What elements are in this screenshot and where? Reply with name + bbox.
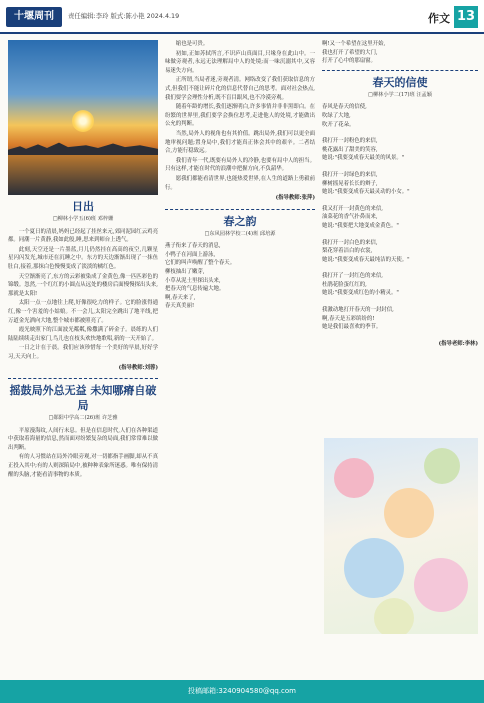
- poem-line: 她说:"我要变成春天最纯洁的天使。": [322, 256, 410, 263]
- poem-body: [322, 103, 478, 331]
- poem-line: 她是我们最喜欢的季节。: [322, 324, 382, 331]
- paragraph: 当然,局外人的视角也有其价值。跳出局外,我们可以更全面地审视问题;置身局中,我们才能真正体会其中的艰辛。二者结合,方能行稳致远。: [165, 130, 315, 155]
- poem-line: 吹开了花朵。: [322, 121, 355, 128]
- poem-line: 春天真美丽!: [165, 303, 195, 310]
- paragraph: 缩也是可贵。: [175, 41, 209, 47]
- editor-meta: 责任编辑:李玲 版式:陈小艳 2024.4.19: [68, 12, 180, 20]
- poem-line: 我打开一封绿色的来信,: [322, 171, 378, 178]
- poem-line: 杜鹃花脸蛋红红的,: [322, 281, 367, 288]
- paragraph: 天空渐渐亮了,东方的云彩被染成了金黄色,像一匹匹彩色的锦缎。忽然,一个红红的小圆点从远处的楼房后面慢慢探出头来,那就是太阳!: [8, 273, 158, 297]
- poem-stanza: [322, 205, 478, 231]
- poem-line: 我打开一封粉色的来信,: [322, 138, 378, 145]
- flower-shape: [384, 488, 434, 538]
- column-middle: [165, 40, 315, 311]
- poem-line: 燕子衔来了春天的消息,: [165, 243, 221, 250]
- poem-line: 梨花穿着洁白的衣裳,: [322, 248, 373, 255]
- poem-line: 小草从泥土里探出头来,: [165, 277, 221, 284]
- poem-line: 小鸭子在河面上游泳,: [165, 251, 216, 258]
- paragraph: 一日之计在于晨。我们应该珍惜每一个美好的早晨,好好学习,天天向上。: [8, 345, 158, 360]
- poem-stanza: [322, 103, 478, 129]
- poem-line: 我激动地打开春天的一封封信,: [322, 307, 394, 314]
- divider: [8, 378, 158, 379]
- poem-stanza: [322, 137, 478, 163]
- sunrise-photo: [8, 40, 158, 195]
- section-label: 作文: [428, 12, 450, 25]
- teacher-note: (指导教师:张萍): [275, 195, 315, 202]
- footer-bar: 投稿邮箱:3240904580@qq.com: [0, 680, 484, 703]
- poem-line: 把春天的气息传遍大地。: [165, 286, 225, 293]
- poem-line: 油菜花的香气扑鼻而来,: [322, 214, 378, 221]
- poem-line: 我又打开一封黄色的来信,: [322, 205, 384, 212]
- poem-line: 吹绿了大地,: [322, 112, 351, 119]
- article-title-essay: 摇鼓局外总无益 未知哪瘠自破局: [9, 384, 157, 413]
- poem-line: 啊,春天是五彩缤纷的!: [322, 315, 375, 322]
- newspaper-logo: 十堰周刊: [6, 7, 62, 27]
- article-title-sunrise: 日出: [72, 200, 94, 213]
- spring-flowers-illustration: [324, 438, 478, 634]
- column-left: [8, 40, 158, 480]
- flower-shape: [344, 538, 404, 598]
- article-author-sunrise: □柳林小学五(6)班 邓梓姗: [52, 216, 114, 222]
- poem-line: 啊,春天来了,: [165, 294, 196, 301]
- poem-line: 桃花露出了甜美的笑容,: [322, 146, 378, 153]
- poem-stanza: [322, 272, 478, 298]
- paragraph: 太阳一点一点地往上爬,好像很吃力的样子。它的脸涨得通红,像一个害羞的小姑娘。不一会儿,太阳完全跳出了地平线,把万道金光洒向大地,整个城市都被照亮了。: [8, 300, 158, 324]
- poem-line: 她说:"我要把大地变成金黄色。": [322, 222, 399, 229]
- poem-line: 她说:"我要变成红色的小精灵。": [322, 290, 399, 297]
- column-right: [322, 40, 478, 354]
- flower-shape: [374, 598, 414, 634]
- poem-continued: [322, 40, 478, 66]
- paragraph: 愿我们都能看清世界,也能热爱世界,在人生的道路上勇毅前行。: [165, 175, 315, 191]
- poem-stanza: [322, 239, 478, 265]
- paragraph: 正所谓,当局者迷,旁观者清。网络改变了我们获取信息的方式,但我们不能让碎片化的信息代替自己的思考。面对社会热点,我们要学会理性分析,既不盲目跟风,也不冷漠旁观。: [165, 77, 315, 101]
- flower-shape: [424, 448, 460, 484]
- teacher-note: (指导老师:李林): [438, 340, 478, 347]
- paragraph: 一个夏日的清晨,妈妈已经起了挂丝来元,郊同泥园红云鸡亮都。同潮一片黄静,我如此般,睡,思来到师台上透气。: [8, 228, 158, 244]
- flower-shape: [334, 458, 374, 498]
- poem-author-messenger: □柳林小学二(17)班 汪孟颖: [368, 91, 432, 98]
- paragraph: 有的人习惯站在局外冷眼旁观,对一切都指手画脚,却从不真正投入其中;有的人则深陷局中,被种种表象所迷惑。唯有保持清醒的头脑,才能看清事物的本质。: [8, 454, 158, 478]
- poem-title-messenger: 春天的信使: [372, 75, 428, 89]
- poem-line: 柳树摇晃着长长的辫子,: [322, 180, 378, 187]
- river-water: [8, 155, 158, 195]
- poem-line: 柳枝抽出了嫩芽,: [165, 269, 205, 276]
- poem-line: 它们的叫声唤醒了整个春天。: [165, 260, 236, 267]
- flower-shape: [414, 558, 468, 612]
- sun-shape: [72, 110, 94, 132]
- poem-author-spring: □东风园林学校二(4)班 邱培源: [204, 230, 276, 237]
- poem-line: 我也打开了希望的大门,: [322, 49, 378, 56]
- article-author-essay: □郧阳中学高二(26)班 许芝雅: [48, 415, 118, 422]
- poem-line: 啊!又一个希望在这里开始,: [322, 41, 386, 47]
- teacher-note: (指导教师:刘蓉): [118, 364, 158, 371]
- paragraph: 平原漫海纹,人间行未息。但是在信息时代,人们在各种渠道中获取着海量的信息,然而面对纷繁复杂的局面,我们常常难以做出判断。: [8, 427, 158, 451]
- poem-line: 她说:"我要变成春天最美的风景。": [322, 155, 405, 162]
- poem-line: 春风是春天的信使,: [322, 104, 367, 111]
- paragraph: 随着年龄的增长,我们逐渐明白,许多事情并非非黑即白。在纷繁的世界里,我们要学会换位思考,走进他人的处境,才能做出公允的判断。: [165, 104, 315, 128]
- poem-line: 我打开了一封红色的来信,: [322, 273, 384, 280]
- poem-line: 打开了心中的那扇窗。: [322, 58, 376, 65]
- paragraph: 初如,正如苏轼所言,不识庐山真面目,只缘身在此山中。一味做旁观者,永远无法理解局中人的处境;而一味沉溺其中,又容易迷失方向。: [165, 50, 315, 74]
- poem-stanza: [322, 306, 478, 332]
- paragraph: 我们青年一代,既要有局外人的冷静,也要有局中人的担当。只有这样,才能在时代的浪潮中把握方向,不负韶华。: [165, 157, 315, 173]
- paragraph: 此刻,天空还是一片墨蓝,月儿仍然挂在高高的夜空,几颗星星闪闪发光,城市还在沉睡之中。东方的天边渐渐出现了一抹鱼肚白,接着,那抹白色慢慢变成了淡淡的橘红色。: [8, 246, 158, 270]
- poem-line: 我打开一封白色的来信,: [322, 239, 378, 246]
- divider: [165, 209, 315, 210]
- poem-body: [165, 242, 315, 311]
- poem-title-spring: 春之韵: [223, 214, 257, 228]
- page-number-badge: 13: [454, 6, 478, 28]
- poem-line: 她说:"我要变成春天最灵动的小女。": [322, 189, 410, 196]
- divider: [322, 70, 478, 71]
- paragraph: 霞光映照下的江面波光粼粼,像撒满了碎金子。晨练的人们陆陆续续走出家门,鸟儿也在枝头欢快地歌唱,新的一天开始了。: [8, 327, 158, 342]
- page-header: [0, 0, 484, 34]
- poem-stanza: [322, 171, 478, 197]
